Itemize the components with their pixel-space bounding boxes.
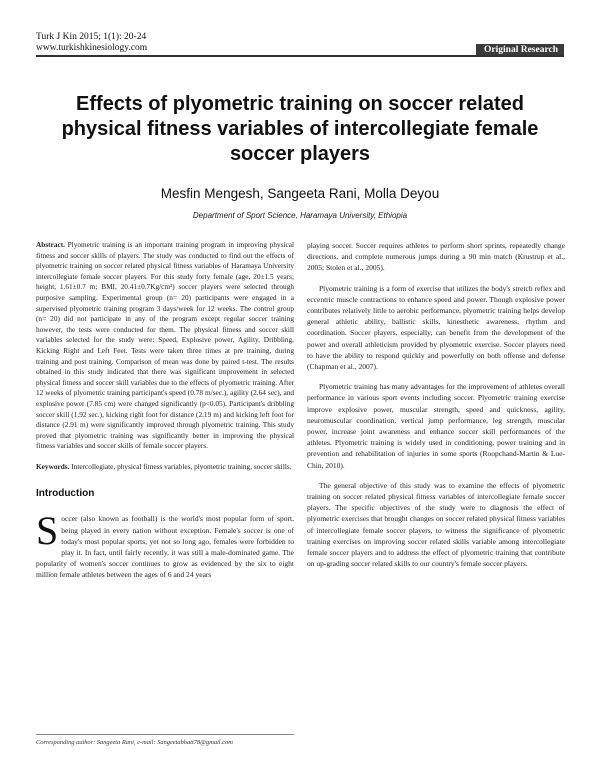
author-list: Mesfin Mengesh, Sangeeta Rani, Molla Deyou (160, 186, 440, 201)
article-type-badge: Original Research (476, 44, 564, 56)
author-affiliation: Department of Sport Science, Haramaya University, Ethiopia (192, 211, 408, 220)
abstract-text: Plyometric training is an important training program in improving physical fitness and soccer skills of players. The study was conducted to find out the effects of plyometric training on soccer related physical fitness variables of Haramaya University intercollegiate female soccer players. For this study forty female (age, 20±1.5 years; height, 1.61±0.7 m; BMI, 20.41±0.7Kg/cm²) soccer players were selected through purposive sampling. Experimental group (n= 20) participants were engaged in a supervised plyometric training program 3 days/week for 12 weeks. The control group (n= 20) did not participate in any of the program except regular soccer training however, the tests were conducted for them. The physical fitness and soccer skill variables selected for the study were: Speed, Explosive power, Agility, Dribbling, Kicking Right and Left Feet. Tests were taken three times at pre training, during training and post training. Comparison of mean was done by paired t-test. The results obtained in this study indicated that there was significant improvement in selected physical fitness and soccer skill variables due to the effects of plyometric training. After 12 weeks of plyometric training participant's speed (0.78 m/sec.), agility (2.64 sec), and explosive power (7.85 cm) were changed significantly (p<0.05). Participant's dribbling soccer skill (1.92 sec.), kicking right foot for distance (2.19 m) and kicking left foot for distance (2.91 m) were significantly improved through plyometric training. This study proved that plyometric training was significantly better in improving the physical fitness variables and soccer skills of female soccer players. (36, 240, 294, 451)
paper-title: Effects of plyometric training on soccer related physical fitness variables of intercollegiate female soccer players (61, 93, 539, 165)
keywords (36, 462, 294, 473)
header-divider (36, 55, 564, 57)
introduction-text: occer (also known as football) is the world's most popular form of sport, being played in every nation without exception. Female's soccer is one of today's most popular sports, yet not so long ago, females were forbidden to play it. In fact, until fairly recently, it was still a male-dominated game. The popularity of women's soccer continues to grow as evidenced by the six to eight million female athletes between the ages of 6 and 24 years (36, 514, 294, 580)
drop-cap: S (36, 508, 59, 554)
abstract-label: Abstract. (36, 240, 65, 249)
journal-website-link[interactable]: www.turkishkinesiology.com (36, 43, 148, 53)
journal-citation: Turk J Kin 2015; 1(1): 20-24 (36, 32, 147, 42)
keywords-text: Intercollegiate, physical fitness variables, plyometric training, soccer skills. (71, 461, 292, 471)
body-paragraph: Plyometric training has many advantages for the improvement of athletes overall performance in various sport events including soccer. Plyometric training exercise improve explosive power, muscular strength, speed and quickness, agility, neuromuscular coordination, vertical jump performance, leg strength, muscular power, increase joint awareness and enhance soccer skill performances of the athletes. Plyometric training is widely used in conditioning, power training and in prevention and rehabilitation of injuries in some sports (Roopchand-Martin & Lue-Chin, 2010). (307, 382, 565, 470)
body-paragraph: playing soccer. Soccer requires athletes to perform short sprints, repeatedly change directions, and complete numerous jumps during a 90 min match (Krustrup et al., 2005; Stolen et al., 2005). (307, 241, 565, 273)
body-paragraph: Plyometric training is a form of exercise that utilizes the body's stretch reflex and eccentric muscle contractions to enhance speed and power. Though explosive power contributes relatively little to aerobic performance, plyometric training helps develop general athletic ability, ballistic skills, kinesthetic awareness, rhythm and coordination. Soccer players, especially, can benefit from the development of the power and overall athleticism provided by plyometric exercise. Soccer players need to have the ability to respond quickly and powerfully on both offense and defense (Chapman et al., 2007). (307, 283, 565, 372)
right-column (307, 240, 565, 578)
corresponding-author-note: Corresponding author: Sangeeta Rani, e-mail: Sangeetabhatt78@gmail.com (36, 739, 233, 746)
keywords-label: Keywords. (36, 461, 70, 471)
introduction-paragraph (36, 508, 294, 580)
left-column (36, 240, 294, 590)
body-paragraph: The general objective of this study was to examine the effects of plyometric training on soccer related physical fitness variables of intercollegiate female soccer players. The specific objectives of the study were to diagnosis the effect of plyometric exercises that brought changes on soccer related physical fitness variables of intercollegiate female soccer players, to witness the significance of plyometric training exercises on improving soccer related skills variable among intercollegiate female soccer players and to address the effect of plyometric training that contribute on up-grading soccer related skills to our country's female soccer players. (307, 480, 565, 569)
introduction-heading: Introduction (36, 488, 95, 500)
footnote-divider (36, 734, 294, 735)
abstract (36, 240, 294, 452)
